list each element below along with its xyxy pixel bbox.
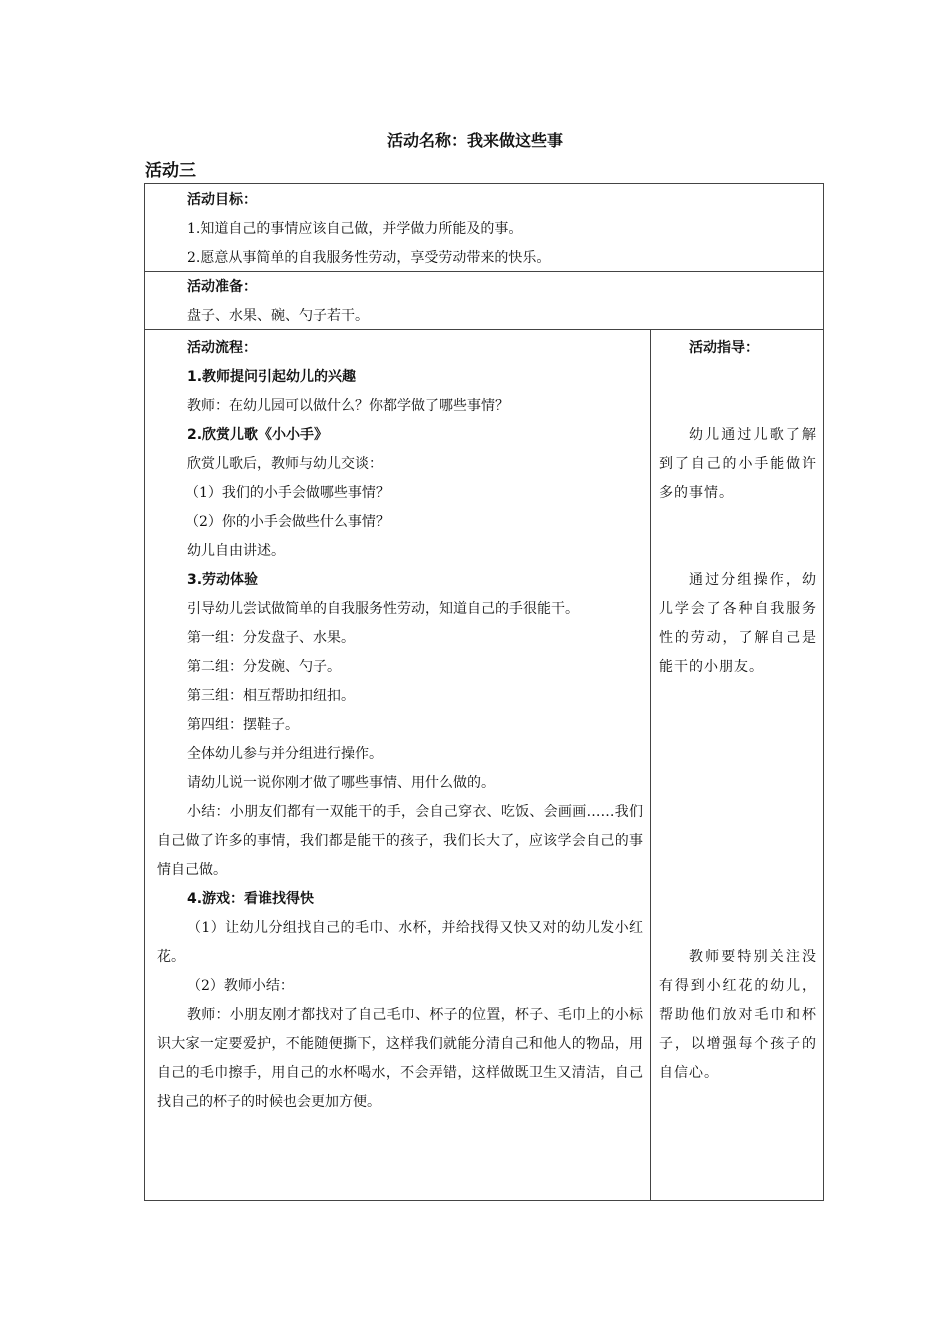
step-title: 3.劳动体验	[187, 572, 259, 588]
column-divider	[650, 330, 651, 1200]
step-paragraph: 引导幼儿尝试做简单的自我服务性劳动，知道自己的手很能干。	[187, 601, 579, 617]
process-heading: 活动流程：	[187, 340, 257, 356]
guidance-column	[659, 334, 817, 1088]
process-section	[145, 330, 823, 1200]
goals-heading: 活动目标：	[187, 192, 257, 208]
step-text: 教师：在幼儿园可以做什么？你都学做了哪些事情？	[187, 398, 509, 414]
step-text: 第一组：分发盘子、水果。	[187, 630, 355, 646]
step-text: 第二组：分发碗、勺子。	[187, 659, 341, 675]
lesson-plan-table	[144, 183, 824, 1201]
step-text: （2）教师小结：	[187, 978, 294, 994]
step-paragraph: （1）让幼儿分组找自己的毛巾、水杯，并给找得又快又对的幼儿发小红花。	[157, 920, 643, 965]
step-paragraph: 小结：小朋友们都有一双能干的手，会自己穿衣、吃饭、会画画……我们自己做了许多的事情，我们都是能干的孩子，我们长大了，应该学会自己的事情自己做。	[157, 804, 643, 878]
document-title: 活动名称：我来做这些事	[386, 131, 563, 150]
step-text: 第三组：相互帮助扣纽扣。	[187, 688, 355, 704]
step-title: 4.游戏：看谁找得快	[187, 891, 315, 907]
process-column	[157, 334, 643, 1117]
guidance-note: 幼儿通过儿歌了解到了自己的小手能做许多的事情。	[659, 427, 817, 501]
step-text: 第四组：摆鞋子。	[187, 717, 299, 733]
activity-number: 活动三	[145, 161, 196, 181]
step-text: 全体幼儿参与并分组进行操作。	[187, 746, 383, 762]
step-text: 欣赏儿歌后，教师与幼儿交谈：	[187, 456, 383, 472]
goal-item: 1.知道自己的事情应该自己做，并学做力所能及的事。	[187, 221, 523, 237]
goals-section	[145, 184, 823, 272]
step-text: （1）我们的小手会做哪些事情？	[185, 485, 390, 501]
goal-item: 2.愿意从事简单的自我服务性劳动，享受劳动带来的快乐。	[187, 250, 551, 266]
step-paragraph: 教师：小朋友刚才都找对了自己毛巾、杯子的位置，杯子、毛巾上的小标识大家一定要爱护，不能随便撕下，这样我们就能分清自己和他人的物品，用自己的毛巾擦手，用自己的水杯喝水，不会弄错，这样做既卫生又清洁，自己找自己的杯子的时候也会更加方便。	[157, 1007, 643, 1110]
step-text: 请幼儿说一说你刚才做了哪些事情、用什么做的。	[187, 775, 495, 791]
preparation-text: 盘子、水果、碗、勺子若干。	[187, 308, 369, 324]
step-text: （2）你的小手会做些什么事情？	[185, 514, 390, 530]
step-text: 幼儿自由讲述。	[187, 543, 285, 559]
step-title: 2.欣赏儿歌《小小手》	[187, 427, 329, 443]
preparation-heading: 活动准备：	[187, 279, 257, 295]
preparation-section	[145, 271, 823, 330]
step-title: 1.教师提问引起幼儿的兴趣	[187, 369, 357, 385]
guidance-note: 通过分组操作，幼儿学会了各种自我服务性的劳动，了解自己是能干的小朋友。	[659, 572, 817, 675]
guidance-heading: 活动指导：	[689, 340, 759, 356]
guidance-note: 教师要特别关注没有得到小红花的幼儿，帮助他们放对毛巾和杯子，以增强每个孩子的自信心。	[659, 949, 817, 1081]
